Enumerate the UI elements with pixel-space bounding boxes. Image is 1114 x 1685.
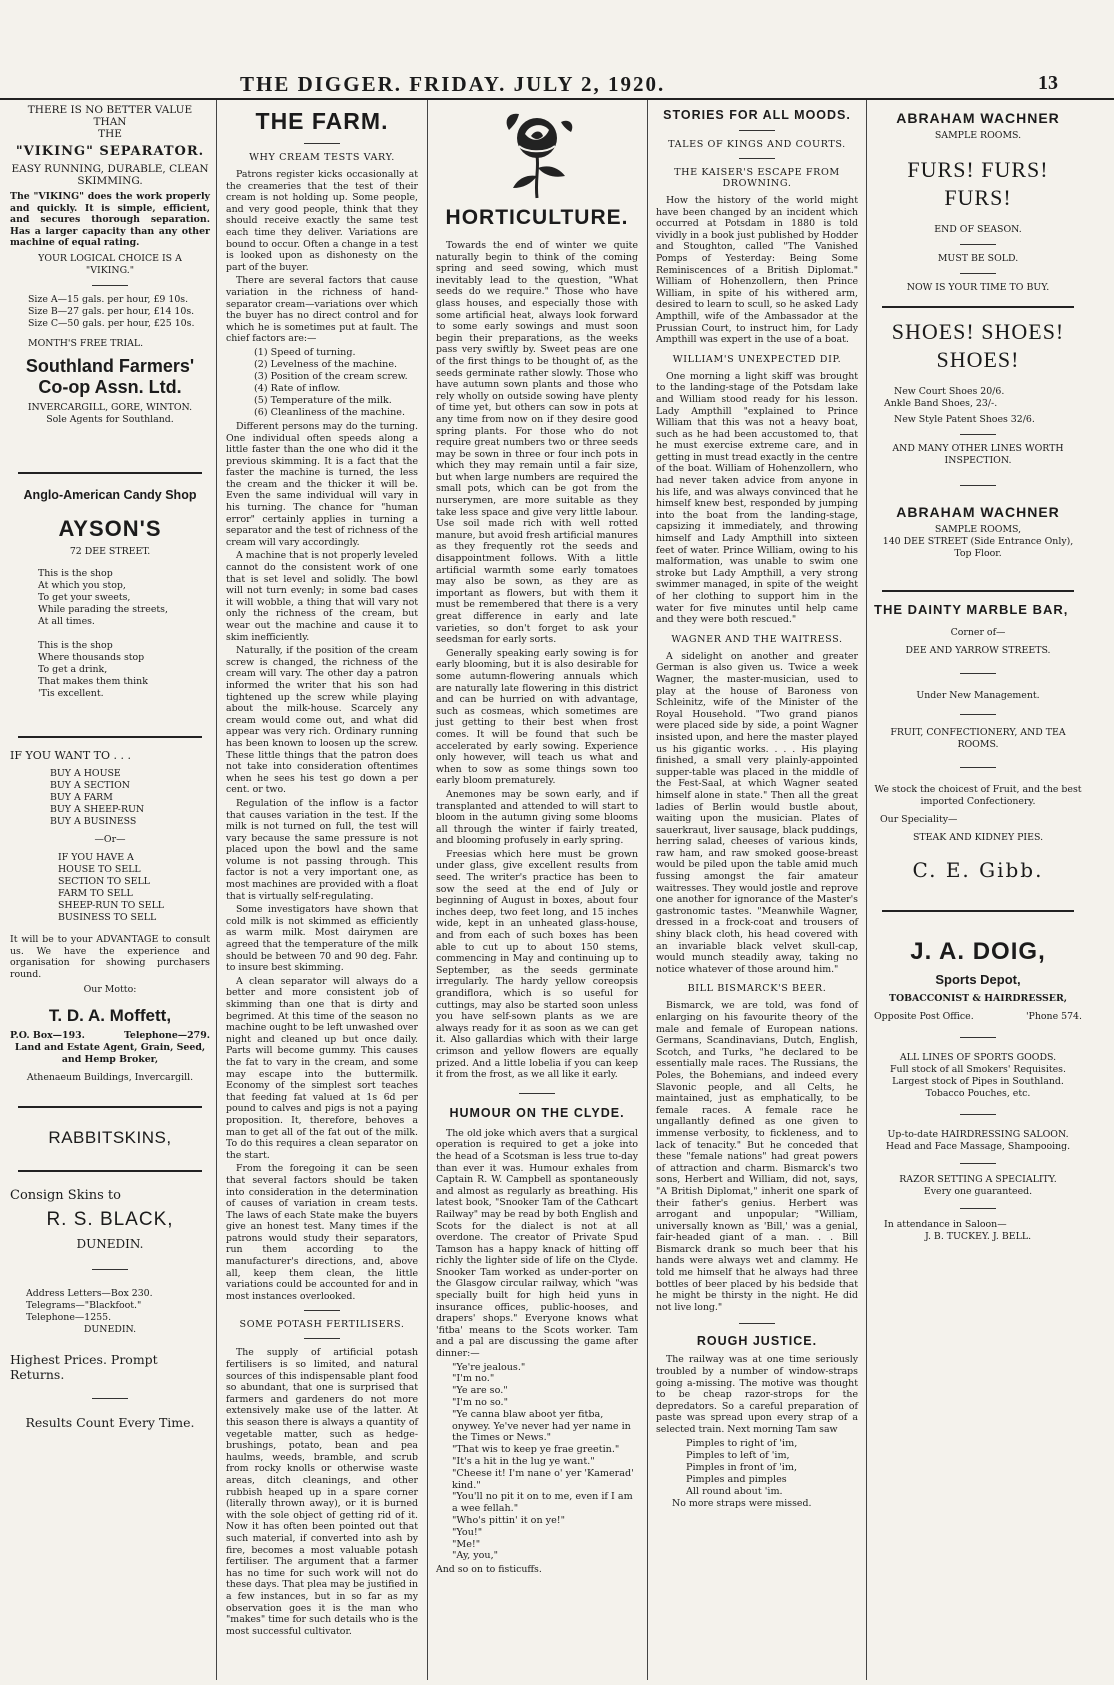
column-divider [427, 100, 428, 1680]
verse [656, 1438, 858, 1498]
doig-advert [874, 938, 1082, 1243]
dialogue-line: "Ye are so." [452, 1385, 508, 1397]
contact-line: Telephone—1255. [26, 1312, 112, 1324]
smokers-requisites: Full stock of all Smokers' Requisites. Largest stock of Pipes in Southland. Tobacco Pouches, etc. [890, 1064, 1066, 1099]
divider [960, 767, 996, 768]
article-subtitle: WAGNER AND THE WAITRESS. [671, 633, 843, 645]
viking-line1: THERE IS NO BETTER VALUE THAN [27, 104, 193, 128]
sell-item: IF YOU HAVE A [58, 851, 134, 863]
column-divider [866, 100, 867, 1680]
doig-contact [874, 1011, 1082, 1023]
column-the-farm [222, 104, 422, 1680]
moffett-agent: Land and Estate Agent, Grain, Seed, and Hemp Broker, [14, 1042, 206, 1066]
verse-line: This is the shop [38, 639, 113, 651]
divider [18, 1106, 202, 1108]
contact-line: Address Letters—Box 230. [26, 1288, 153, 1300]
divider [960, 273, 996, 274]
divider [92, 1398, 128, 1399]
divider [960, 485, 996, 486]
buy-item: BUY A BUSINESS [50, 815, 137, 827]
size-item: Size B—27 gals. per hour, £14 10s. [28, 305, 195, 317]
shoes-heading: SHOES! [936, 347, 1020, 372]
moffett-lead: IF YOU WANT TO . . . [10, 748, 132, 762]
other-lines: AND MANY OTHER LINES WORTH INSPECTION. [892, 443, 1064, 466]
viking-name: "VIKING" SEPARATOR. [15, 144, 205, 159]
sell-item: BUSINESS TO SELL [58, 911, 157, 923]
factor-item: (2) Levelness of the machine. [254, 358, 398, 370]
candy-shop-name: AYSON'S [58, 515, 162, 541]
masthead-title: THE DIGGER. FRIDAY. JULY 2, 1920. [240, 72, 666, 96]
verse-line: That makes them think [38, 675, 148, 687]
hairdressing-saloon: Up-to-date HAIRDRESSING SALOON. Head and Face Massage, Shampooing. [885, 1129, 1071, 1152]
paragraph: Towards the end of winter we quite naturally begin to think of the coming spring and seed sowing, which must inevitably lead to the question, "What seeds do we require." Those who have glass houses, and especially those with some artificial heat, always look forward to some early sowings and must soon begin their preparations, as the weeks pass very swiftly by. Sweet peas are one of the first things to be thought of, as the seeds germinate rather slowly. Those who have autumn sown plants and those who rely wholly on outside sowing have plenty of time yet, but others can sow in pots at any time from now on if they desire good spring plants. For those who do not require great numbers two or three seeds may be sown in three or four inch pots in which they may remain until a fair size, but when large numbers are required the small pots, which can be got from the nurserymen, are more suitable as they take less space and give very little labour. Use soil made rich with well rotted manure, but avoid fresh artificial manures as they frequently rot the seeds and disappointment follows. With a little artificial warmth some early tomatoes may also be sown, as they are as important as flowers, but with them it must be remembered that there is a very great difference in early and late varieties, so don't forget to ask your seedsman for early sorts. [436, 240, 638, 646]
divider [960, 714, 996, 715]
article-subtitle: BILL BISMARCK'S BEER. [687, 983, 827, 995]
dialogue-line: "You'll no pit it on to me, even if I am a wee fellah." [452, 1491, 633, 1515]
sell-item: SHEEP-RUN TO SELL [58, 899, 165, 911]
dialogue-line: "Ye're jealous." [452, 1361, 526, 1373]
divider [960, 1037, 996, 1038]
shoes-heading: SHOES! SHOES! [891, 319, 1065, 344]
article-subtitle: THE KAISER'S ESCAPE FROM DROWNING. [674, 167, 840, 189]
article-title: HUMOUR ON THE CLYDE. [449, 1105, 625, 1120]
divider [882, 910, 1073, 912]
buy-item: BUY A FARM [50, 791, 113, 803]
candy-advert [10, 488, 210, 700]
factor-item: (4) Rate of inflow. [254, 382, 341, 394]
article-ending: And so on to fisticuffs. [436, 1564, 542, 1576]
factor-item: (5) Temperature of the milk. [254, 394, 392, 406]
moffett-address: Athenaeum Buildings, Invercargill. [26, 1072, 194, 1084]
consign-text: Consign Skins to [10, 1188, 121, 1204]
dialogue-line: "It's a hit in the lug ye want." [452, 1456, 595, 1467]
article-title: THE FARM. [255, 108, 389, 134]
rabbitskins-contact [10, 1288, 210, 1324]
paragraph: A machine that is not properly leveled cannot do the consistent work of one that is set level and solidly. The bowl will not turn evenly; in some bad cases it will wobble, a thing that will vary not only the richness of the cream, but wear out the machine and cause it to skim inefficiently. [226, 550, 418, 643]
doig-trade: TOBACCONIST & HAIRDRESSER, [888, 993, 1068, 1004]
buy-item: BUY A SECTION [50, 779, 130, 791]
wachner-name: ABRAHAM WACHNER [896, 504, 1060, 520]
dialogue-line: "I'm no." [452, 1373, 495, 1385]
verse-line: Pimples in front of 'im, [686, 1461, 798, 1473]
article-body [436, 1128, 638, 1360]
article-title: HORTICULTURE. [445, 206, 629, 229]
viking-choice1: YOUR LOGICAL CHOICE IS A [38, 252, 182, 264]
dialogue-line: "You!" [452, 1526, 483, 1538]
buy-list [10, 768, 210, 828]
masthead [0, 72, 1114, 100]
column-divider [216, 100, 217, 1680]
rabbitskins-name: R. S. BLACK, [46, 1209, 174, 1231]
article-body [656, 1354, 858, 1435]
fruit-line: FRUIT, CONFECTIONERY, AND TEA ROOMS. [890, 727, 1066, 750]
speciality-label: Our Speciality— [880, 814, 958, 825]
doig-name: J. A. DOIG, [910, 938, 1046, 965]
paragraph: How the history of the world might have been changed by an incident which occurred at Potsdam in 1880 is told vividly in a book just published by Hodder and Stoughton, called "The Vanished Pomps of Yesterday: Being Some Reminiscences of a British Diplomat." William of Hohenzollern, then Prince William, in spite of his withered arm, desired to learn to scull, so he asked Lady Ampthill, wife of the Ambassador at the Prussian Court, to instruct him, for Lady Ampthill was expert in the use of a boat. [656, 195, 858, 346]
sell-list [10, 852, 210, 924]
telephone: Telephone—279. [123, 1030, 210, 1042]
dialogue-line: "Who's pittin' it on ye!" [452, 1514, 566, 1526]
dialogue [436, 1362, 638, 1563]
size-item: Size C—50 gals. per hour, £25 10s. [28, 317, 195, 329]
divider [960, 1208, 996, 1209]
paragraph: Bismarck, we are told, was fond of enlarging on his favourite theory of the male and female of European nations. Germans, Scandinavians, Dutch, English, Scotch, and Turks, "he declared to be essentially male races. The Russians, the Poles, the Bohemians, and indeed every Slavonic people, and all Celts, he maintained, just as emphatically, to be female races. A female race he ungallantly defined as one given to immense verbosity, to fickleness, and to lack of tenacity." But he conceded that these "female nations" had great powers of attraction and charm. Bismarck's two sons, Herbert and William, did not, says, "A British Diplomat," inherit one spark of their father's genius. Herbert was arrogant and unpopular; "William, universally known as 'Bill,' was a genial, fair-headed giant of a man. . . Bill Bismarck drank so much beer that his hands were always wet and clammy. He told me himself that he always had three bottles of beer placed by his bedside that he might be thirsty in the night. He did not live long." [656, 1000, 858, 1313]
moffett-motto: Our Motto: [83, 984, 137, 996]
paragraph: Generally speaking early sowing is for early blooming, but it is also desirable for some autumn-flowering annuals which are naturally late flowering in this district and can be hurried on with advantage, such as cosmeas, which sometimes are just getting to their best when frost comes. It will be found that such be accelerated by early sowing. Experience only however, will teach us what and when to sow as some things sown too early bloom prematurely. [436, 647, 638, 787]
article-title: ROUGH JUSTICE. [696, 1334, 818, 1349]
viking-trial: MONTH'S FREE TRIAL. [28, 337, 144, 349]
wachner-advert [874, 110, 1082, 560]
paragraph: The supply of artificial potash fertilisers is so limited, and natural sources of this indispensable plant food so abundant, that one is surprised that farmers and gardeners do not more extensively make use of the latter. At this season there is always a quantity of vegetable matter, such as hedge-brushings, potato, bean and pea haulms, weeds, bramble, and scrub from rocky knolls or otherwise waste areas, ditch cleanings, and other rubbish heaped up in a spare corner (literally thrown away), or it is burned with the sole object of getting rid of it. Now it has often been pointed out that such material, if converted into ash by fire, becomes a most valuable potash fertiliser. The argument that a farmer has no time for such work will not do these days. That plea may be justified in a few instances, but in so far as my observation goes it is the man who "makes" time for such details who is the most successful cultivator. [226, 1347, 418, 1637]
moffett-body: It will be to your ADVANTAGE to consult us. We have the experience and organisation for showing purchasers round. [10, 933, 210, 980]
divider [882, 306, 1073, 308]
article-body [656, 371, 858, 626]
firm-name-line2: Co-op Assn. Ltd. [38, 376, 182, 397]
wachner-rooms: SAMPLE ROOMS. [934, 130, 1022, 141]
divider [519, 1093, 555, 1094]
divider [739, 158, 775, 159]
dialogue-line: "Ay, you," [452, 1550, 499, 1562]
article-title: STORIES FOR ALL MOODS. [663, 108, 851, 122]
furs-heading: FURS! [944, 185, 1012, 210]
divider [18, 736, 202, 738]
dialogue-line: "Me!" [452, 1538, 481, 1550]
paragraph: Regulation of the inflow is a factor that causes variation in the test. If the milk is not turned on full, the test will vary because the same pressure is not placed upon the bowl and the same volume is not passing through. This factor is not a very important one, as most machines are provided with a float that is virtually self-regulating. [226, 797, 418, 902]
column-ads-right [870, 104, 1086, 1680]
candy-verse1 [10, 568, 210, 628]
paragraph: There are several factors that cause variation in the richness of hand-separator cream—variations over which the buyer has no direct control and for which he is sometimes put at fault. The chief factors are:— [226, 275, 418, 345]
wachner-rooms: SAMPLE ROOMS, [934, 524, 1022, 535]
viking-sizes [10, 294, 210, 330]
now-is-your-time: NOW IS YOUR TIME TO BUY. [906, 282, 1050, 293]
size-item: Size A—15 gals. per hour, £9 10s. [28, 293, 189, 305]
rabbitskins-advert [10, 1128, 210, 1430]
sell-item: HOUSE TO SELL [58, 863, 141, 875]
divider [92, 285, 128, 286]
column-ads-left [6, 104, 214, 1680]
wachner-name: ABRAHAM WACHNER [896, 110, 1060, 126]
paragraph: A sidelight on another and greater German is also given us. Twice a week Wagner, the master-musician, used to play at the house of Baroness von Schleinitz, wife of the Minister of the Royal Household. "Two grand pianos were placed side by side, a point Wagner insisted upon, and here the master played us his gigantic works. . . . His playing finished, a small very plainly-appointed supper-table was placed in the middle of the Fest-Saal, at which Wagner seated himself alone in state." Then all the great ladies of Berlin would bustle about, waiting upon the musician. Plates of sauerkraut, liver sausage, black puddings, herring salad, cheeses of various kinds, raw ham, and raw smoked goose-breast would be piled upon the table amid much fussing amongst the fair amateur waitresses. They would jostle and reprove one another for ignorance of the Master's gastronomic tastes. "Meanwhile Wagner, dressed in a frock-coat and trousers of shiny black cloth, his head covered with an invariable black velvet skull-cap, would munch steadily away, taking no notice whatever of those around him." [656, 650, 859, 975]
moffett-contact [10, 1030, 210, 1042]
page-number: 13 [1038, 72, 1058, 94]
candy-shop-title: Anglo-American Candy Shop [23, 487, 197, 502]
factor-item: (1) Speed of turning. [254, 346, 356, 358]
divider [739, 130, 775, 131]
corner-of: Corner of— [950, 627, 1006, 638]
moffett-name: T. D. A. Moffett, [48, 1006, 172, 1026]
column-divider [647, 100, 648, 1680]
verse-line: To get a drink, [38, 663, 108, 675]
divider [882, 590, 1073, 592]
doig-phone: 'Phone 574. [1025, 1011, 1082, 1022]
marble-bar-title: THE DAINTY MARBLE BAR, [874, 602, 1069, 617]
verse-line: At which you stop, [38, 579, 126, 591]
paragraph: Freesias which here must be grown under glass, give excellent results from seed. The writer's practice has been to sow the seed at the end of July or beginning of August in boxes, about four inches deep, two feet long, and 15 inches wide, kept in an unheated glass-house, and from each of such boxes has been able to cut up to about 150 stems, commencing in May and continuing up to September, as the seeds germinate irregularly. The hardy yellow coreopsis grandiflora, which is so useful for cuttings, may also be started soon unless you have self-sown plants as we are always ready for it as soon as we can get it. Also gallardias which with their large crimson and yellow flowers are equally prized. And a little lobelia if you can keep it from the frost, as we all like it early. [436, 848, 638, 1081]
verse-line: Where thousands stop [38, 651, 145, 663]
firm-name-line1: Southland Farmers' [25, 355, 195, 376]
paragraph: Naturally, if the position of the cream screw is changed, the richness of the cream will vary. The other day a patron informed the writer that his son had tightened up the screw while playing about the milk-house. Scarcely any cream would come out, and what did appear was very rich. Ordinary running has been known to loosen up the screw. These little things that the patron does not take into consideration oftentimes when he sees his test go down a per cent. or two. [226, 645, 418, 796]
column-stories [652, 104, 862, 1680]
doig-location: Opposite Post Office. [874, 1011, 974, 1022]
verse-line: Pimples to right of 'im, [686, 1437, 798, 1449]
article-body [436, 240, 638, 1081]
divider [18, 1170, 202, 1172]
verse-line: While parading the streets, [38, 603, 168, 615]
management: Under New Management. [916, 690, 1040, 701]
shoe-price: New Style Patent Shoes 32/6. [894, 414, 1035, 425]
verse-line: This is the shop [38, 567, 113, 579]
buy-item: BUY A HOUSE [50, 767, 121, 779]
marble-bar-advert [874, 602, 1082, 882]
dialogue-line: "Ye canna blaw aboot yer fitba, onywey. Ye've never had yer name in the Times or News." [452, 1408, 631, 1444]
shoe-price: New Court Shoes 20/6. [894, 386, 1005, 397]
paragraph: The railway was at one time seriously troubled by a number of window-straps going a-missing. The motive was thought to be cheap razor-strops for the depredators. So a careful preparation of paste was spread upon every strap of a selected train. Next morning Tam saw [656, 1354, 858, 1435]
divider [304, 143, 340, 144]
rabbitskins-city2: DUNEDIN. [83, 1324, 137, 1336]
divider [960, 244, 996, 245]
stock-line: We stock the choicest of Fruit, and the best imported Confectionery. [874, 784, 1082, 807]
factor-item: (6) Cleanliness of the machine. [254, 406, 405, 418]
viking-body: The "VIKING" does the work properly and quickly. It is simple, efficient, and secures thorough separation. Has a larger capacity than any other machine of equal rating. [10, 191, 210, 249]
divider [739, 1323, 775, 1324]
buy-item: BUY A SHEEP-RUN [50, 803, 145, 815]
column-horticulture [432, 104, 642, 1680]
paragraph: Patrons register kicks occasionally at the creameries that the test of their cream is not holding up. Some people, and very good people, think that they should receive exactly the same test each time they deliver. Variations are bound to occur. Often a change in a test is looked upon as dishonesty on the part of the buyer. [226, 169, 418, 273]
contact-line: Telegrams—"Blackfoot." [26, 1300, 142, 1312]
divider [960, 673, 996, 674]
verse-line: At all times. [38, 615, 95, 627]
divider [92, 1269, 128, 1270]
furs-heading: FURS! FURS! [907, 157, 1049, 182]
shoe-price: Ankle Band Shoes, 23/-. [884, 398, 998, 409]
article-ending: No more straps were missed. [672, 1497, 812, 1509]
or-separator: —Or— [94, 833, 126, 845]
article-body [226, 1347, 418, 1637]
article-subtitle: TALES OF KINGS AND COURTS. [668, 139, 846, 150]
dialogue-line: "That wis to keep ye frae greetin." [452, 1444, 620, 1456]
firm-agents: Sole Agents for Southland. [46, 413, 174, 425]
article-body [656, 1000, 858, 1313]
divider [304, 1310, 340, 1311]
divider [304, 1338, 340, 1339]
divider [960, 1114, 996, 1115]
verse-line: 'Tis excellent. [38, 687, 104, 699]
prices-line: Highest Prices. Prompt Returns. [10, 1352, 158, 1383]
sell-item: FARM TO SELL [58, 887, 133, 899]
guaranteed: Every one guaranteed. [923, 1186, 1033, 1197]
moffett-advert [10, 750, 210, 1084]
candy-address: 72 DEE STREET. [69, 545, 151, 557]
paragraph: The old joke which avers that a surgical operation is required to get a joke into the head of a Scotsman is less true to-day than ever it was. Humour exhales from Captain R. W. Campbell as spontaneously and almost as regularly as breathing. His latest book, "Snooker Tam of the Cathcart Railway" may be read by both English and Scots for the dialect is not at all overdone. The creator of Private Spud Tamson has a happy knack of hitting off richly the lighter side of life on the Clyde. Snooker Tam worked as under-porter on the Glasgow circular railway, which "was specially built for high heid yuns in insurance offices, public-hooses, and drapers' shops." Everyone knows what 'fitba' means to the Scots worker. Tam and a pal are discussing the game after dinner:— [436, 1127, 638, 1360]
article-body [226, 169, 418, 1302]
factor-item: (3) Position of the cream screw. [254, 370, 408, 382]
speciality: STEAK AND KIDNEY PIES. [912, 832, 1044, 843]
viking-choice2: "VIKING." [85, 264, 135, 276]
streets: DEE AND YARROW STREETS. [905, 645, 1051, 656]
article-body [656, 195, 858, 346]
verse-line: Pimples and pimples [686, 1473, 787, 1485]
po-box: P.O. Box—193. [10, 1030, 85, 1042]
staff-names: J. B. TUCKEY. J. BELL. [924, 1231, 1032, 1242]
article-subtitle: SOME POTASH FERTILISERS. [239, 1319, 405, 1331]
divider [960, 1163, 996, 1164]
wachner-address: 140 DEE STREET (Side Entrance Only), Top Floor. [882, 536, 1074, 559]
attendance-label: In attendance in Saloon— [884, 1219, 1007, 1230]
divider [960, 434, 996, 435]
divider [18, 472, 202, 474]
must-be-sold: MUST BE SOLD. [937, 253, 1019, 264]
owner-name: C. E. Gibb. [912, 858, 1044, 882]
razor-setting: RAZOR SETTING A SPECIALITY. [899, 1174, 1057, 1185]
dialogue-line: "I'm no so." [452, 1397, 508, 1409]
paragraph: A clean separator will always do a better and more consistent job of skimming than one that is dirty and begrimed. At this time of the season no machine ought to be left unwashed over night and cleaned up but once daily. Parts will become gummy. This causes the fat to vary in the cream, and some may escape into the buttermilk. Economy of the simplest sort teaches that feeding fat valued at 1s 6d per pound to calves and pigs is not a paying proposition. It, therefore, behoves a man to get all of the fat out of the milk. To do this requires a clean separator on the start. [226, 975, 418, 1161]
article-subtitle: WILLIAM'S UNEXPECTED DIP. [672, 353, 842, 365]
article-body [656, 651, 858, 976]
paragraph: One morning a light skiff was brought to the landing-stage of the Potsdam lake and William stood ready for his lesson. Lady Ampthill "explained to Prince William that this was not a heavy boat, such as he had been accustomed to, that he must exercise extreme care, and in getting in must tread exactly in the centre of the boat. William of Hohenzollern, who had never taken advice from anyone in his life, and was always convinced that he himself knew best, responded by jumping into the boat from the landing-stage, capsizing it immediately, and throwing himself and Lady Ampthill into sixteen feet of water. Prince William, owing to his malformation, was unable to swim one stroke but Lady Ampthill, a very strong swimmer managed, in spite of the weight of her clothing to support him in the water for five minutes until help came and they were both rescued." [656, 370, 858, 626]
verse-line: All round about 'im. [686, 1485, 783, 1497]
candy-verse2 [10, 640, 210, 700]
sell-item: SECTION TO SELL [58, 875, 150, 887]
verse-line: To get your sweets, [38, 591, 131, 603]
viking-advert [10, 104, 210, 426]
rabbitskins-title: RABBITSKINS, [48, 1128, 172, 1148]
viking-line2: THE [98, 128, 122, 140]
rabbitskins-city: DUNEDIN. [76, 1237, 144, 1252]
doig-depot: Sports Depot, [935, 972, 1021, 987]
verse-line: Pimples to left of 'im, [686, 1449, 790, 1461]
paragraph: Anemones may be sown early, and if transplanted and attended to will start to bloom in the autumn giving some blooms all through the winter if fairly treated, and blooming profusely in early spring. [436, 788, 638, 847]
article-subtitle: WHY CREAM TESTS VARY. [249, 152, 395, 163]
rose-illustration-icon [495, 110, 579, 200]
firm-towns: INVERCARGILL, GORE, WINTON. [27, 401, 193, 413]
results-line: Results Count Every Time. [25, 1415, 195, 1431]
paragraph: From the foregoing it can be seen that several factors should be taken into consideration in the determination of causes of variation in cream tests. The laws of each State make the buyers give an honest test. Many times if the patrons would study their separators, run them according to the manufacturer's directions, and, above all, keep them clean, the little variations could be accounted for and in most instances overlooked. [226, 1163, 418, 1302]
sports-goods: ALL LINES OF SPORTS GOODS. [899, 1052, 1057, 1063]
end-of-season: END OF SEASON. [934, 224, 1022, 235]
paragraph: Different persons may do the turning. One individual often speeds along a little faster than the one who did it the previous skimming. It is a fact that the faster the machine is turned, the less the cream and the thicker it will be. Even the same individual will vary in his turning. The chance for "human error" certainly applies in turning a separator and the test of richness of the cream will vary accordingly. [226, 420, 418, 548]
viking-line3: EASY RUNNING, DURABLE, CLEAN SKIMMING. [11, 163, 209, 187]
dialogue-line: "Cheese it! I'm nane o' yer 'Kamerad' kind." [452, 1467, 634, 1491]
paragraph: Some investigators have shown that cold milk is not skimmed as efficiently as warm milk. Most dairymen are agreed that the temperature of the milk should be between 70 and 90 deg. Fahr. to insure best skimming. [226, 904, 418, 974]
factor-list [254, 347, 418, 419]
